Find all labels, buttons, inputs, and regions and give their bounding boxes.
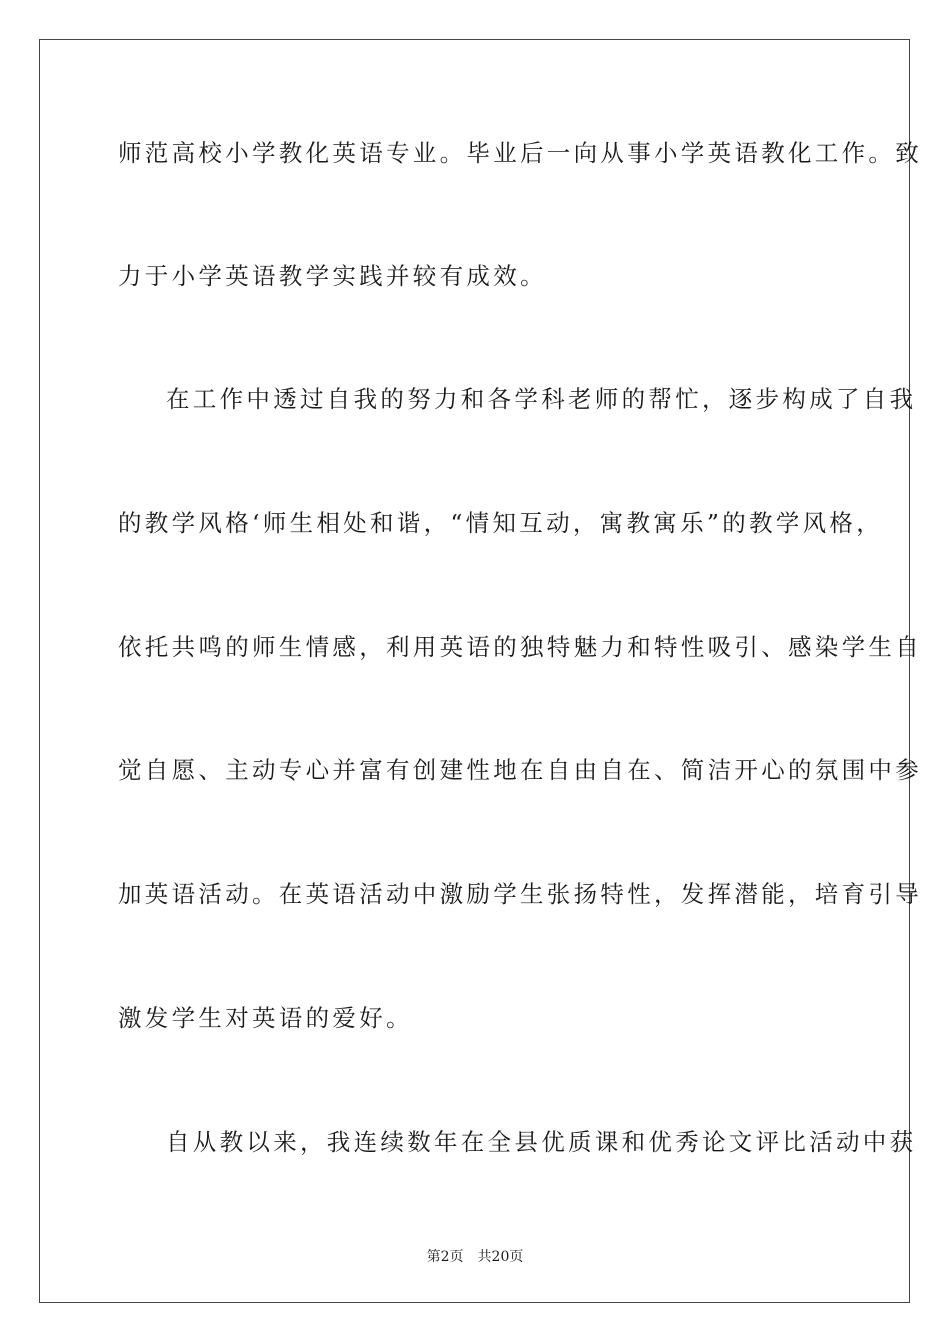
body-text-line: 师范高校小学教化英语专业。毕业后一向从事小学英语教化工作。致 — [118, 139, 922, 167]
body-text-line: 依托共鸣的师生情感，利用英语的独特魅力和特性吸引、感染学生自 — [118, 633, 922, 661]
page-total: 共20页 — [477, 1249, 524, 1265]
page-footer — [0, 1248, 950, 1266]
paragraph-start-line: 自从教以来，我连续数年在全县优质课和优秀论文评比活动中获 — [166, 1128, 917, 1156]
body-text-line: 的教学风格‘师生相处和谐，“情知互动，寓教寓乐”的教学风格， — [118, 509, 883, 537]
page-border — [39, 39, 922, 1303]
page-number: 第2页 — [426, 1249, 464, 1265]
body-text-line: 激发学生对英语的爱好。 — [118, 1004, 413, 1032]
body-text-line: 加英语活动。在英语活动中激励学生张扬特性，发挥潜能，培育引导 — [118, 880, 922, 908]
paragraph-start-line: 在工作中透过自我的努力和各学科老师的帮忙，逐步构成了自我 — [166, 385, 917, 413]
body-text-line: 力于小学英语教学实践并较有成效。 — [118, 262, 547, 290]
body-text-line: 觉自愿、主动专心并富有创建性地在自由自在、简洁开心的氛围中参 — [118, 756, 922, 784]
